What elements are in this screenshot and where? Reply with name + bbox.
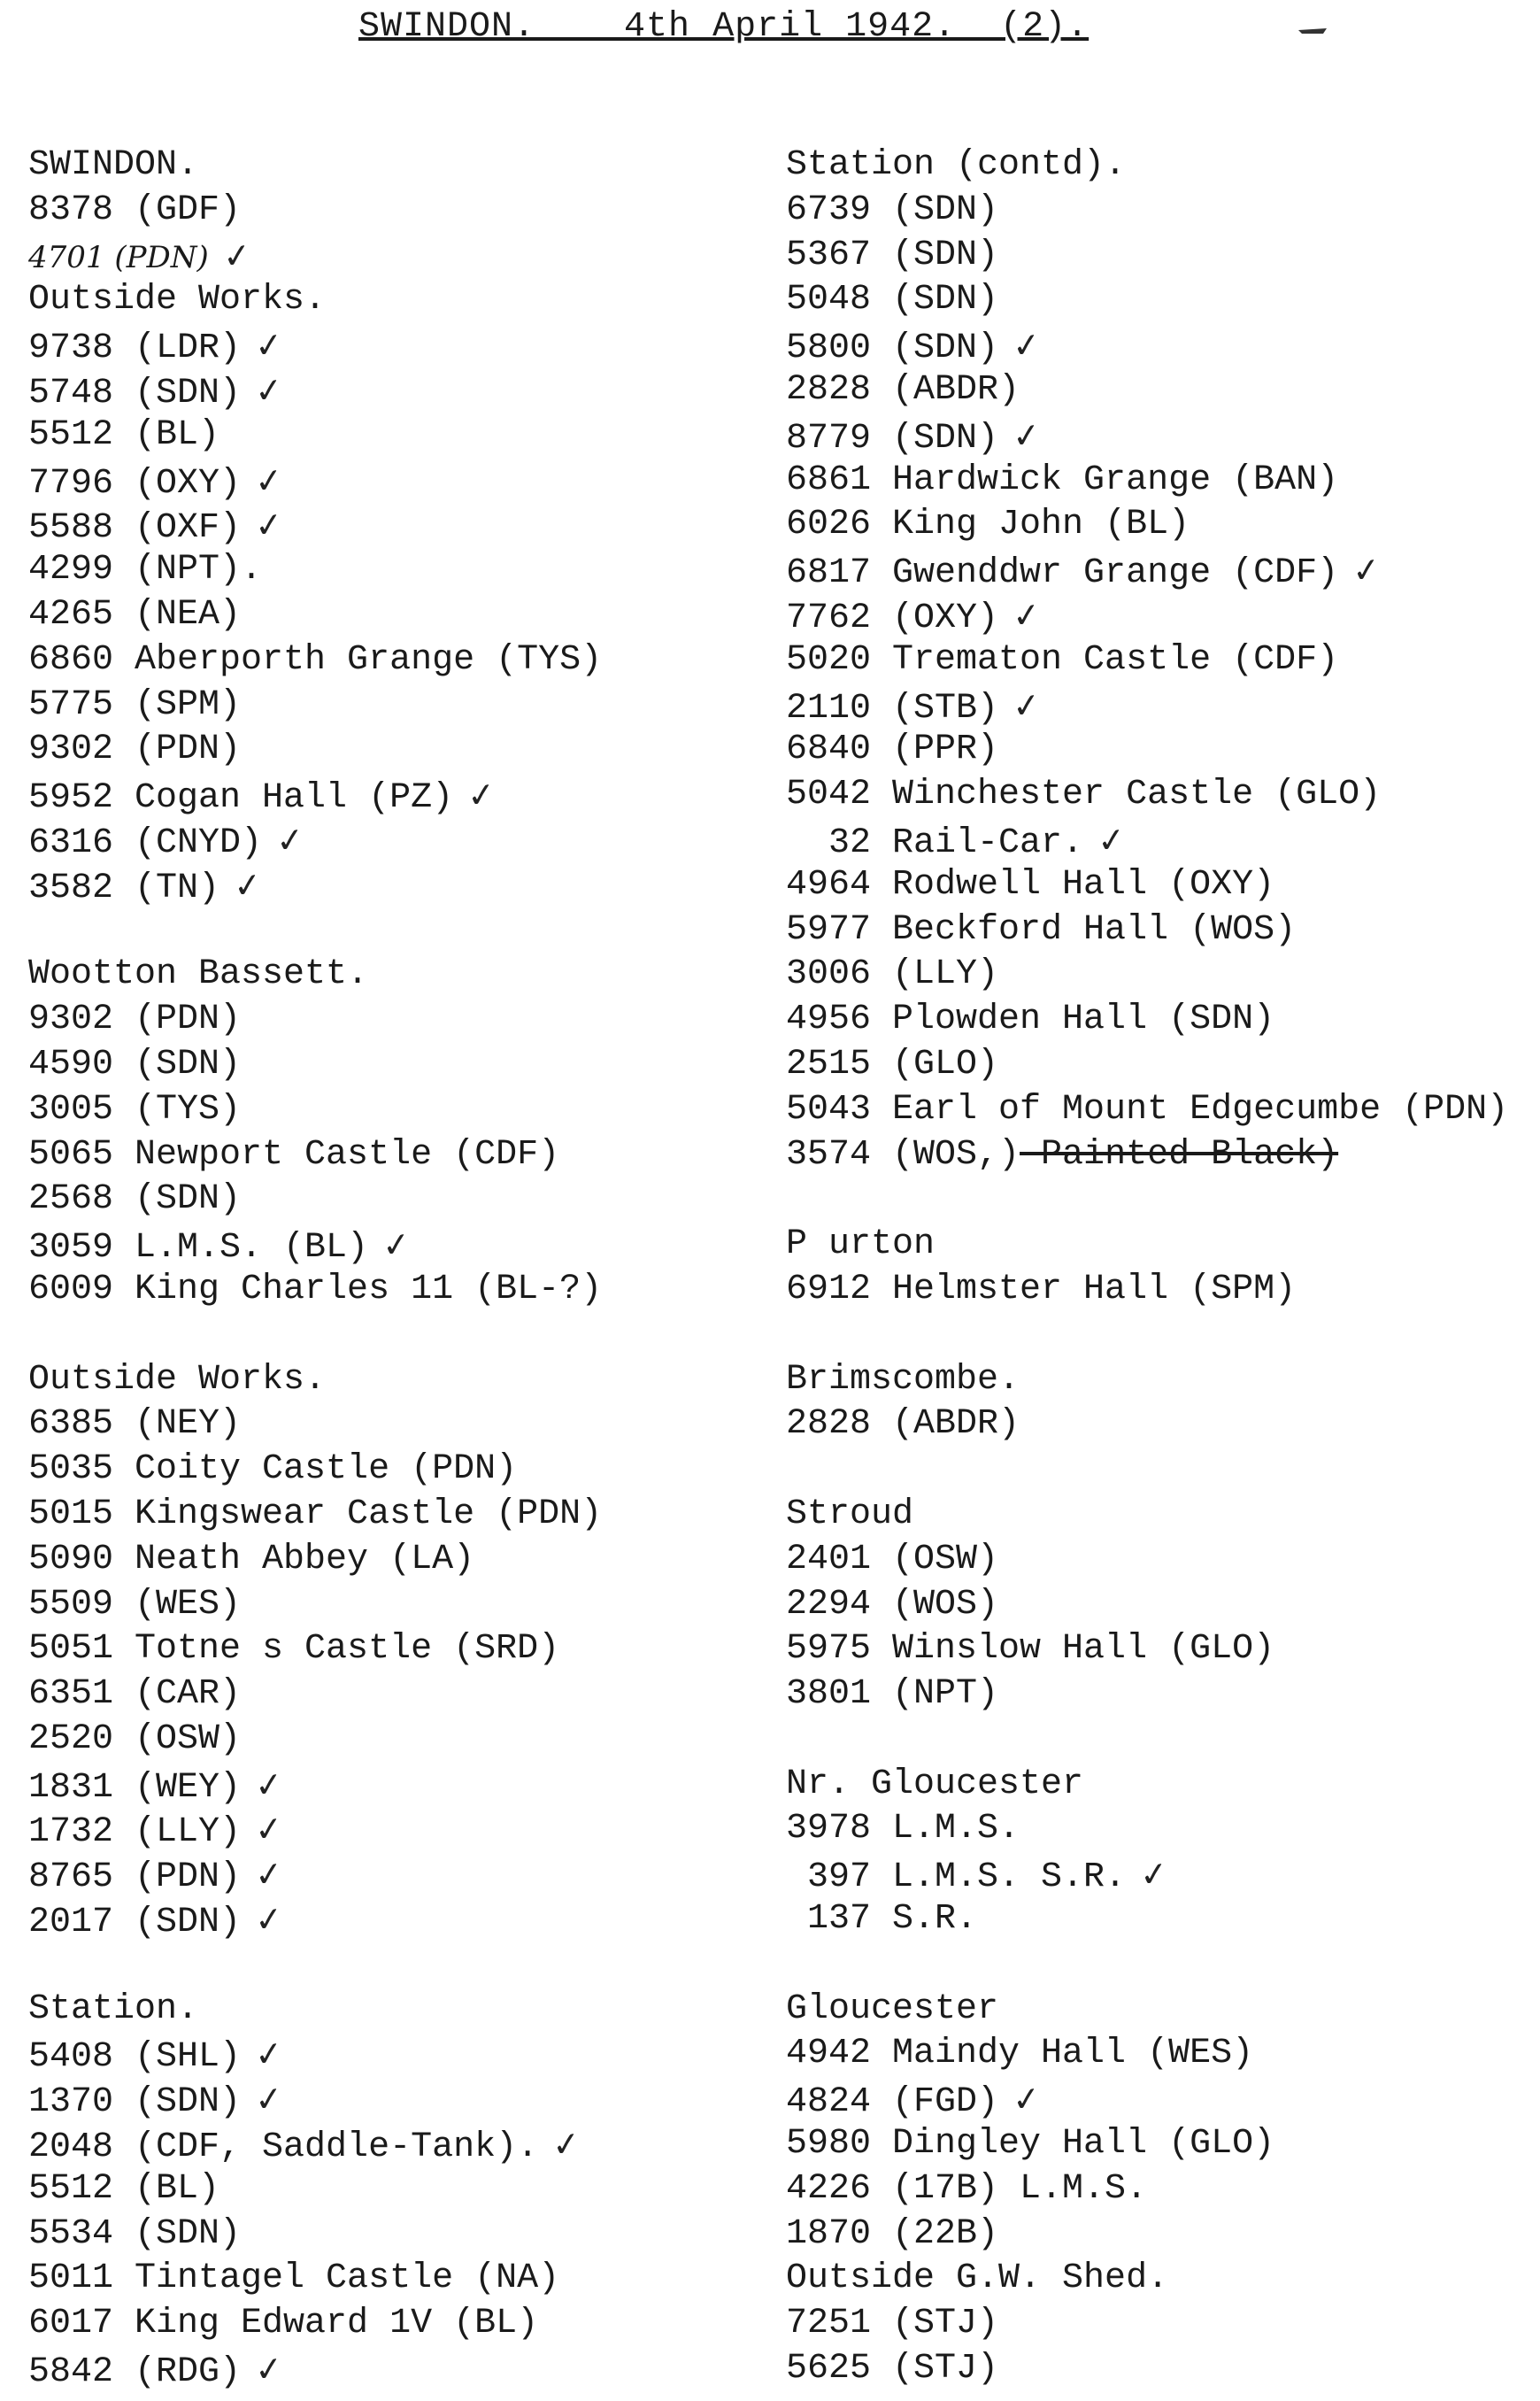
log-line-text: 4942 Maindy Hall (WES) — [786, 2034, 1254, 2074]
checkmark-icon: ✓ — [252, 1898, 286, 1941]
log-line — [786, 683, 1529, 729]
log-line-text: 9302 (PDN) — [28, 730, 242, 770]
checkmark-icon: ✓ — [273, 819, 307, 861]
log-line — [786, 1043, 1529, 1088]
log-line-text: 5043 Earl of Mount Edgecumbe (PDN) — [786, 1089, 1509, 1130]
log-line — [786, 1133, 1529, 1178]
log-line — [786, 1493, 1529, 1538]
log-line — [786, 2347, 1529, 2392]
log-line — [28, 2077, 754, 2122]
spacer — [28, 1313, 754, 1358]
log-line — [786, 234, 1529, 279]
log-line-text: 5367 (SDN) — [786, 235, 999, 275]
checkmark-icon: ✓ — [252, 1764, 286, 1806]
log-line-text: 5090 Neath Abbey (LA) — [28, 1539, 475, 1579]
log-line-text: 1831 (WEY) — [28, 1767, 242, 1808]
log-line-text: 5800 (SDN) — [786, 328, 999, 369]
log-line — [28, 1088, 754, 1133]
log-line — [786, 953, 1529, 998]
log-line — [28, 2347, 754, 2392]
log-line-text: 5842 (RDG) — [28, 2352, 242, 2393]
log-line — [28, 143, 754, 189]
log-line-text: 2294 (WOS) — [786, 1584, 999, 1625]
log-line — [28, 189, 754, 234]
log-line-text: 9738 (LDR) — [28, 328, 242, 369]
log-line-text: 5980 Dingley Hall (GLO) — [786, 2124, 1275, 2165]
log-line — [28, 2122, 754, 2167]
log-line-text: 4265 (NEA) — [28, 594, 242, 635]
log-line — [28, 1493, 754, 1538]
log-line-text: 6009 King Charles 11 (BL-?) — [28, 1269, 603, 1309]
log-line — [786, 908, 1529, 953]
log-line — [28, 683, 754, 729]
log-line — [28, 1583, 754, 1628]
log-line — [786, 413, 1529, 459]
spacer — [786, 1718, 1529, 1763]
log-line-text: 6861 Hardwick Grange (BAN) — [786, 459, 1339, 500]
log-line — [28, 1627, 754, 1672]
checkmark-icon: ✓ — [252, 369, 286, 412]
log-line — [786, 1358, 1529, 1403]
log-line — [28, 1448, 754, 1493]
log-line — [28, 1672, 754, 1718]
log-line — [28, 323, 754, 368]
log-line-text: Outside Works. — [28, 1359, 327, 1400]
log-line — [786, 2212, 1529, 2258]
log-line-text: 3574 (WOS,) — [786, 1134, 1020, 1175]
log-line — [28, 2302, 754, 2347]
log-line-text: Station (contd). — [786, 145, 1127, 185]
right-column — [786, 143, 1529, 2392]
log-line-text: 9302 (PDN) — [28, 1000, 242, 1040]
log-line — [786, 2257, 1529, 2302]
log-line-text: 4824 (FGD) — [786, 2082, 999, 2123]
checkmark-icon: ✓ — [252, 2078, 286, 2120]
log-line — [28, 998, 754, 1043]
log-line — [786, 189, 1529, 234]
log-line-text: 4226 (17B) L.M.S. — [786, 2168, 1148, 2209]
log-line — [786, 1223, 1529, 1268]
log-line — [786, 503, 1529, 548]
log-line-text: 1870 (22B) — [786, 2213, 999, 2254]
log-line-text: P urton — [786, 1224, 936, 1265]
log-line — [786, 1402, 1529, 1448]
log-line-text: 4964 Rodwell Hall (OXY) — [786, 864, 1275, 905]
log-line-text: 6912 Helmster Hall (SPM) — [786, 1269, 1297, 1309]
checkmark-icon: ✓ — [252, 1853, 286, 1895]
log-line — [28, 1763, 754, 1808]
log-line — [28, 368, 754, 413]
log-line-text: 5020 Trematon Castle (CDF) — [786, 639, 1339, 680]
log-line — [786, 1897, 1529, 1942]
log-line-text: 1732 (LLY) — [28, 1812, 242, 1853]
spacer — [786, 1942, 1529, 1988]
log-line — [28, 278, 754, 323]
checkmark-icon: ✓ — [1137, 1853, 1171, 1895]
log-line — [28, 1133, 754, 1178]
log-line-text: 2828 (ABDR) — [786, 1404, 1020, 1445]
page-title: SWINDON. 4th April 1942. (2). — [358, 7, 1090, 47]
log-line — [28, 234, 754, 279]
log-line — [28, 863, 754, 908]
log-line-text: 3006 (LLY) — [786, 954, 999, 995]
log-line — [28, 548, 754, 593]
checkmark-icon: ✓ — [465, 774, 498, 816]
log-line-text: 6026 King John (BL) — [786, 505, 1190, 545]
log-line-text: 7762 (OXY) — [786, 598, 999, 638]
log-line-text: 2828 (ABDR) — [786, 369, 1020, 410]
log-line-text: 8765 (PDN) — [28, 1857, 242, 1898]
log-line — [28, 2167, 754, 2212]
spacer — [28, 908, 754, 953]
checkmark-icon: ✓ — [1350, 549, 1383, 591]
log-line — [786, 773, 1529, 818]
log-line — [28, 413, 754, 459]
log-line — [786, 1583, 1529, 1628]
log-line-text: 2048 (CDF, Saddle-Tank). — [28, 2127, 539, 2168]
checkmark-icon: ✓ — [252, 2033, 286, 2076]
log-line — [28, 2212, 754, 2258]
log-line — [786, 2122, 1529, 2167]
log-line — [786, 2032, 1529, 2077]
log-line — [28, 953, 754, 998]
log-line — [786, 1988, 1529, 2033]
log-line-text: 2520 (OSW) — [28, 1718, 242, 1759]
log-line — [786, 728, 1529, 773]
log-line-text: 1370 (SDN) — [28, 2082, 242, 2123]
log-line — [786, 593, 1529, 638]
checkmark-icon: ✓ — [1010, 2078, 1043, 2120]
log-line-text: 5509 (WES) — [28, 1584, 242, 1625]
log-line-text: 2515 (GLO) — [786, 1044, 999, 1085]
log-line-text: 4956 Plowden Hall (SDN) — [786, 1000, 1275, 1040]
log-line-text: 3801 (NPT) — [786, 1674, 999, 1715]
log-line — [786, 1627, 1529, 1672]
log-line-text: 6817 Gwenddwr Grange (CDF) — [786, 553, 1339, 594]
log-line-text: 5975 Winslow Hall (GLO) — [786, 1629, 1275, 1670]
log-line-text: 2401 (OSW) — [786, 1539, 999, 1579]
log-line-text: 2568 (SDN) — [28, 1179, 242, 1220]
log-line-text: 6840 (PPR) — [786, 730, 999, 770]
log-line — [28, 728, 754, 773]
checkmark-icon: ✓ — [1010, 414, 1043, 457]
log-line — [28, 1402, 754, 1448]
log-line — [786, 818, 1529, 863]
log-line — [786, 2077, 1529, 2122]
log-line-text: 3582 (TN) — [28, 868, 220, 908]
log-line — [786, 368, 1529, 413]
log-line-text: 32 Rail-Car. — [786, 822, 1084, 863]
log-line-text: 5625 (STJ) — [786, 2349, 999, 2389]
log-line — [786, 1763, 1529, 1808]
log-line — [28, 1268, 754, 1313]
log-line — [786, 278, 1529, 323]
log-line-text: 6860 Aberporth Grange (TYS) — [28, 639, 603, 680]
log-line — [28, 593, 754, 638]
log-line — [786, 863, 1529, 908]
log-line — [786, 1672, 1529, 1718]
log-line-text: 4701 (PDN) — [28, 239, 209, 275]
checkmark-icon: ✓ — [1010, 684, 1043, 727]
log-line-text: 6017 King Edward 1V (BL) — [28, 2304, 539, 2344]
log-line — [28, 503, 754, 548]
log-line-text: 5534 (SDN) — [28, 2213, 242, 2254]
log-line — [28, 638, 754, 683]
log-line — [786, 2167, 1529, 2212]
struck-text: Painted Black) — [1020, 1134, 1339, 1175]
log-line-text: Gloucester — [786, 1988, 999, 2029]
log-line-text: 6351 (CAR) — [28, 1674, 242, 1715]
log-line-text: Wootton Bassett. — [28, 954, 369, 995]
log-line-text: Outside G.W. Shed. — [786, 2258, 1169, 2299]
log-line — [28, 1043, 754, 1088]
log-line — [786, 1538, 1529, 1583]
log-line-text: 137 S.R. — [786, 1899, 978, 1940]
log-line-text: 5977 Beckford Hall (WOS) — [786, 909, 1297, 950]
log-line-text: 3059 L.M.S. (BL) — [28, 1228, 369, 1269]
log-line — [28, 1358, 754, 1403]
log-line — [28, 1897, 754, 1942]
log-line — [28, 1177, 754, 1223]
checkmark-icon: ✓ — [1010, 324, 1043, 367]
log-line — [786, 143, 1529, 189]
log-line-text: Brimscombe. — [786, 1359, 1020, 1400]
checkmark-icon: ✓ — [252, 504, 286, 546]
ink-mark-icon — [1297, 25, 1328, 37]
log-line — [28, 1223, 754, 1268]
log-line — [786, 998, 1529, 1043]
log-line-text: 5065 Newport Castle (CDF) — [28, 1134, 560, 1175]
log-line-text: 397 L.M.S. S.R. — [786, 1857, 1127, 1898]
log-line — [786, 638, 1529, 683]
log-line-text: 7251 (STJ) — [786, 2304, 999, 2344]
log-line-text: 5011 Tintagel Castle (NA) — [28, 2258, 560, 2299]
checkmark-icon: ✓ — [252, 459, 286, 502]
spacer — [28, 1942, 754, 1988]
log-line — [786, 1268, 1529, 1313]
spacer — [786, 1177, 1529, 1223]
log-line — [28, 1538, 754, 1583]
log-line — [28, 1852, 754, 1897]
log-line — [28, 2032, 754, 2077]
log-line — [786, 323, 1529, 368]
log-line-text: Stroud — [786, 1494, 914, 1534]
log-line — [28, 818, 754, 863]
spacer — [786, 1313, 1529, 1358]
log-line — [786, 548, 1529, 593]
log-line-text: 6739 (SDN) — [786, 189, 999, 230]
checkmark-icon: ✓ — [1095, 819, 1128, 861]
log-line — [786, 1088, 1529, 1133]
log-line-text: 5748 (SDN) — [28, 373, 242, 413]
checkmark-icon: ✓ — [1010, 594, 1043, 637]
log-line-text: 5051 Totne s Castle (SRD) — [28, 1629, 560, 1670]
log-line — [28, 1718, 754, 1763]
left-column — [28, 143, 754, 2392]
log-line — [28, 2257, 754, 2302]
log-line-text: 8378 (GDF) — [28, 189, 242, 230]
checkmark-icon: ✓ — [231, 864, 265, 907]
log-line-text: 4299 (NPT). — [28, 550, 263, 591]
log-line-text: 5015 Kingswear Castle (PDN) — [28, 1494, 603, 1534]
log-line — [28, 1807, 754, 1852]
log-line-text: 5512 (BL) — [28, 414, 220, 455]
checkmark-icon: ✓ — [252, 1808, 286, 1851]
log-line — [786, 459, 1529, 504]
log-line-text: 5042 Winchester Castle (GLO) — [786, 775, 1382, 815]
log-line-text: 6316 (CNYD) — [28, 822, 263, 863]
log-line — [786, 1807, 1529, 1852]
log-line-text: Station. — [28, 1988, 199, 2029]
log-line — [28, 1988, 754, 2033]
checkmark-icon: ✓ — [550, 2123, 583, 2166]
log-line — [28, 773, 754, 818]
log-line-text: 2017 (SDN) — [28, 1903, 242, 1943]
log-line-text: 5952 Cogan Hall (PZ) — [28, 778, 454, 819]
log-line-text: 5048 (SDN) — [786, 280, 999, 320]
log-line-text: 4590 (SDN) — [28, 1044, 242, 1085]
checkmark-icon: ✓ — [252, 2348, 286, 2390]
log-line — [786, 1852, 1529, 1897]
log-line-text: 5035 Coity Castle (PDN) — [28, 1449, 518, 1490]
checkmark-icon: ✓ — [220, 235, 253, 277]
log-line-text: 7796 (OXY) — [28, 463, 242, 504]
log-line-text: SWINDON. — [28, 145, 199, 185]
log-line-text: 5775 (SPM) — [28, 684, 242, 725]
log-line-text: 2110 (STB) — [786, 688, 999, 729]
log-line — [28, 459, 754, 504]
log-line-text: 5408 (SHL) — [28, 2037, 242, 2078]
log-line-text: 8779 (SDN) — [786, 418, 999, 459]
log-line — [786, 2302, 1529, 2347]
log-line-text: 6385 (NEY) — [28, 1404, 242, 1445]
log-line-text: Outside Works. — [28, 280, 327, 320]
log-line-text: 3005 (TYS) — [28, 1089, 242, 1130]
log-line-text: Nr. Gloucester — [786, 1764, 1084, 1804]
checkmark-icon: ✓ — [252, 324, 286, 367]
log-line-text: 3978 L.M.S. — [786, 1809, 1020, 1849]
log-line-text: 5512 (BL) — [28, 2168, 220, 2209]
log-line-text: 5588 (OXF) — [28, 508, 242, 549]
checkmark-icon: ✓ — [380, 1224, 413, 1266]
spacer — [786, 1448, 1529, 1493]
